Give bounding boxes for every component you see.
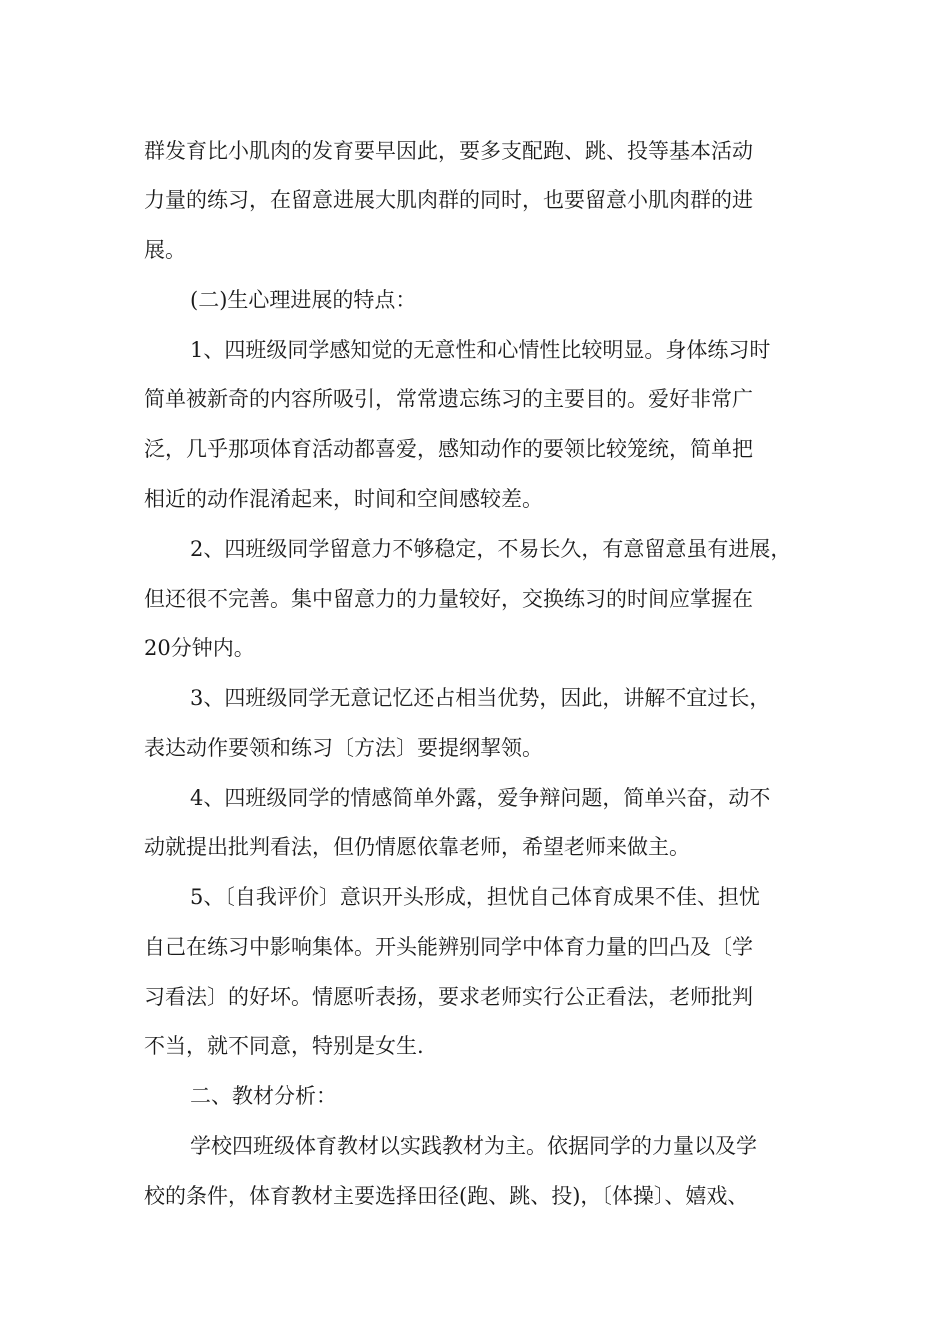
text-line: 习看法〕的好坏。情愿听表扬，要求老师实行公正看法，老师批判 [144,985,753,1009]
text-line: 2、四班级同学留意力不够稳定，不易长久，有意留意虽有进展， [190,537,792,561]
text-line: 不当，就不同意，特别是女生. [144,1034,424,1058]
text-line: 泛，几乎那项体育活动都喜爱，感知动作的要领比较笼统，简单把 [144,437,753,461]
text-line: 表达动作要领和练习〔方法〕要提纲挈领。 [144,736,543,760]
text-line: 4、四班级同学的情感简单外露，爱争辩问题，简单兴奋，动不 [190,786,771,810]
text-line: 群发育比小肌肉的发育要早因此，要多支配跑、跳、投等基本活动 [144,139,753,163]
text-line: 学校四班级体育教材以实践教材为主。依据同学的力量以及学 [190,1134,757,1158]
text-line: 自己在练习中影响集体。开头能辨别同学中体育力量的凹凸及〔学 [144,935,753,959]
text-line: 3、四班级同学无意记忆还占相当优势，因此，讲解不宜过长， [190,686,771,710]
text-line: 相近的动作混淆起来，时间和空间感较差。 [144,487,543,511]
text-line: 但还很不完善。集中留意力的力量较好，交换练习的时间应掌握在 [144,587,753,611]
text-line: 20分钟内。 [144,636,255,660]
text-line: 展。 [144,238,186,262]
text-line: 1、四班级同学感知觉的无意性和心情性比较明显。身体练习时 [190,338,771,362]
section-heading: 二、教材分析： [190,1084,337,1108]
text-line: 校的条件，体育教材主要选择田径(跑、跳、投)，〔体操〕、嬉戏、 [144,1184,749,1208]
section-heading: (二)生心理进展的特点： [190,288,417,312]
text-line: 简单被新奇的内容所吸引，常常遗忘练习的主要目的。爱好非常广 [144,387,753,411]
text-line: 动就提出批判看法，但仍情愿依靠老师，希望老师来做主。 [144,835,690,859]
text-line: 5、〔自我评价〕意识开头形成，担忧自己体育成果不佳、担忧 [190,885,760,909]
text-line: 力量的练习，在留意进展大肌肉群的同时，也要留意小肌肉群的进 [144,188,753,212]
